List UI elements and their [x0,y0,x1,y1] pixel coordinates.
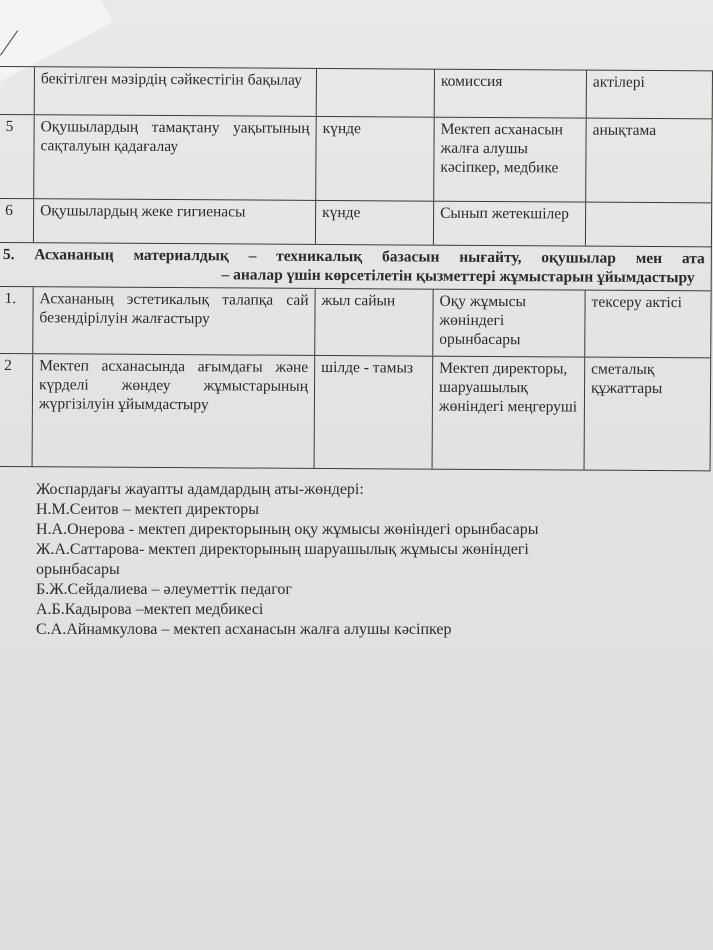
row-frequency: күнде [315,117,434,201]
list-heading: Жоспардағы жауапты адамдардың аты-жөндері: [36,481,364,498]
row-description: Оқушылардың жеке гигиенасы [33,199,315,244]
table-row [0,66,713,118]
row-description: Асхананың эстетикалық талапқа сай безендірілуін жалғастыру [32,287,314,355]
row-frequency [316,69,434,117]
table-row [0,286,712,357]
list-item: Ж.А.Саттарова- мектеп директорының шаруашылық жұмысы жөніндегі [36,541,529,558]
row-responsible: комиссия [434,70,586,118]
row-description: бекітілген мәзірдің сәйкестігін бақылау [34,67,316,116]
row-responsible: Сынып жетекшілер [433,202,585,246]
list-item: Б.Ж.Сейдалиева – әлеуметтік педагог [36,581,292,598]
row-document: тексеру актісі [584,291,711,358]
row-number: 1. [4,290,17,308]
section-heading-line-1: 5. Асхананың материалдық – техникалық базасын нығайту, оқушылар мен ата [2,246,705,268]
row-document: актілері [586,71,713,119]
row-number: 5 [5,118,14,136]
section-heading-line-2: – аналар үшін көрсетілетін қызметтері жұмыстарын ұйымдастыру [221,266,695,287]
row-frequency: шілде - тамыз [314,356,433,469]
plan-table [0,66,713,471]
row-number: 2 [4,357,12,375]
list-item: А.Б.Кадырова –мектеп медбикесі [36,601,264,618]
row-responsible: Мектеп асханасын жалға алушы кәсіпкер, медбике [433,118,586,202]
responsible-persons-list [36,480,696,640]
row-document: анықтама [585,119,713,203]
list-item: Н.А.Онерова - мектеп директорының оқу жұмысы жөніндегі орынбасары [36,521,539,538]
list-item: Н.М.Сеитов – мектеп директоры [36,501,259,518]
list-item: орынбасары [36,561,120,578]
row-responsible: Мектеп директоры, шаруашылық жөніндегі меңгеруші [432,357,585,470]
table-row [0,114,713,202]
row-number: 6 [5,202,13,220]
row-description: Мектеп асханасында ағымдағы және күрделі жөндеу жұмыстарының жүргізілуін ұйымдастыру [32,354,315,468]
row-frequency: жыл сайын [314,289,432,356]
row-responsible: Оқу жұмысы жөніндегі орынбасары [432,290,584,357]
table-row [0,353,711,471]
section-heading [0,242,712,290]
row-document: сметалық құжаттары [584,358,712,471]
row-number [0,67,34,114]
row-description: Оқушылардың тамақтану уақытының сақталуын қадағалау [33,115,316,200]
table-row [0,198,712,246]
list-item: С.А.Айнамкулова – мектеп асханасын жалға алушы кәсіпкер [36,621,452,638]
row-frequency: күнде [315,201,433,245]
row-document [585,203,712,247]
